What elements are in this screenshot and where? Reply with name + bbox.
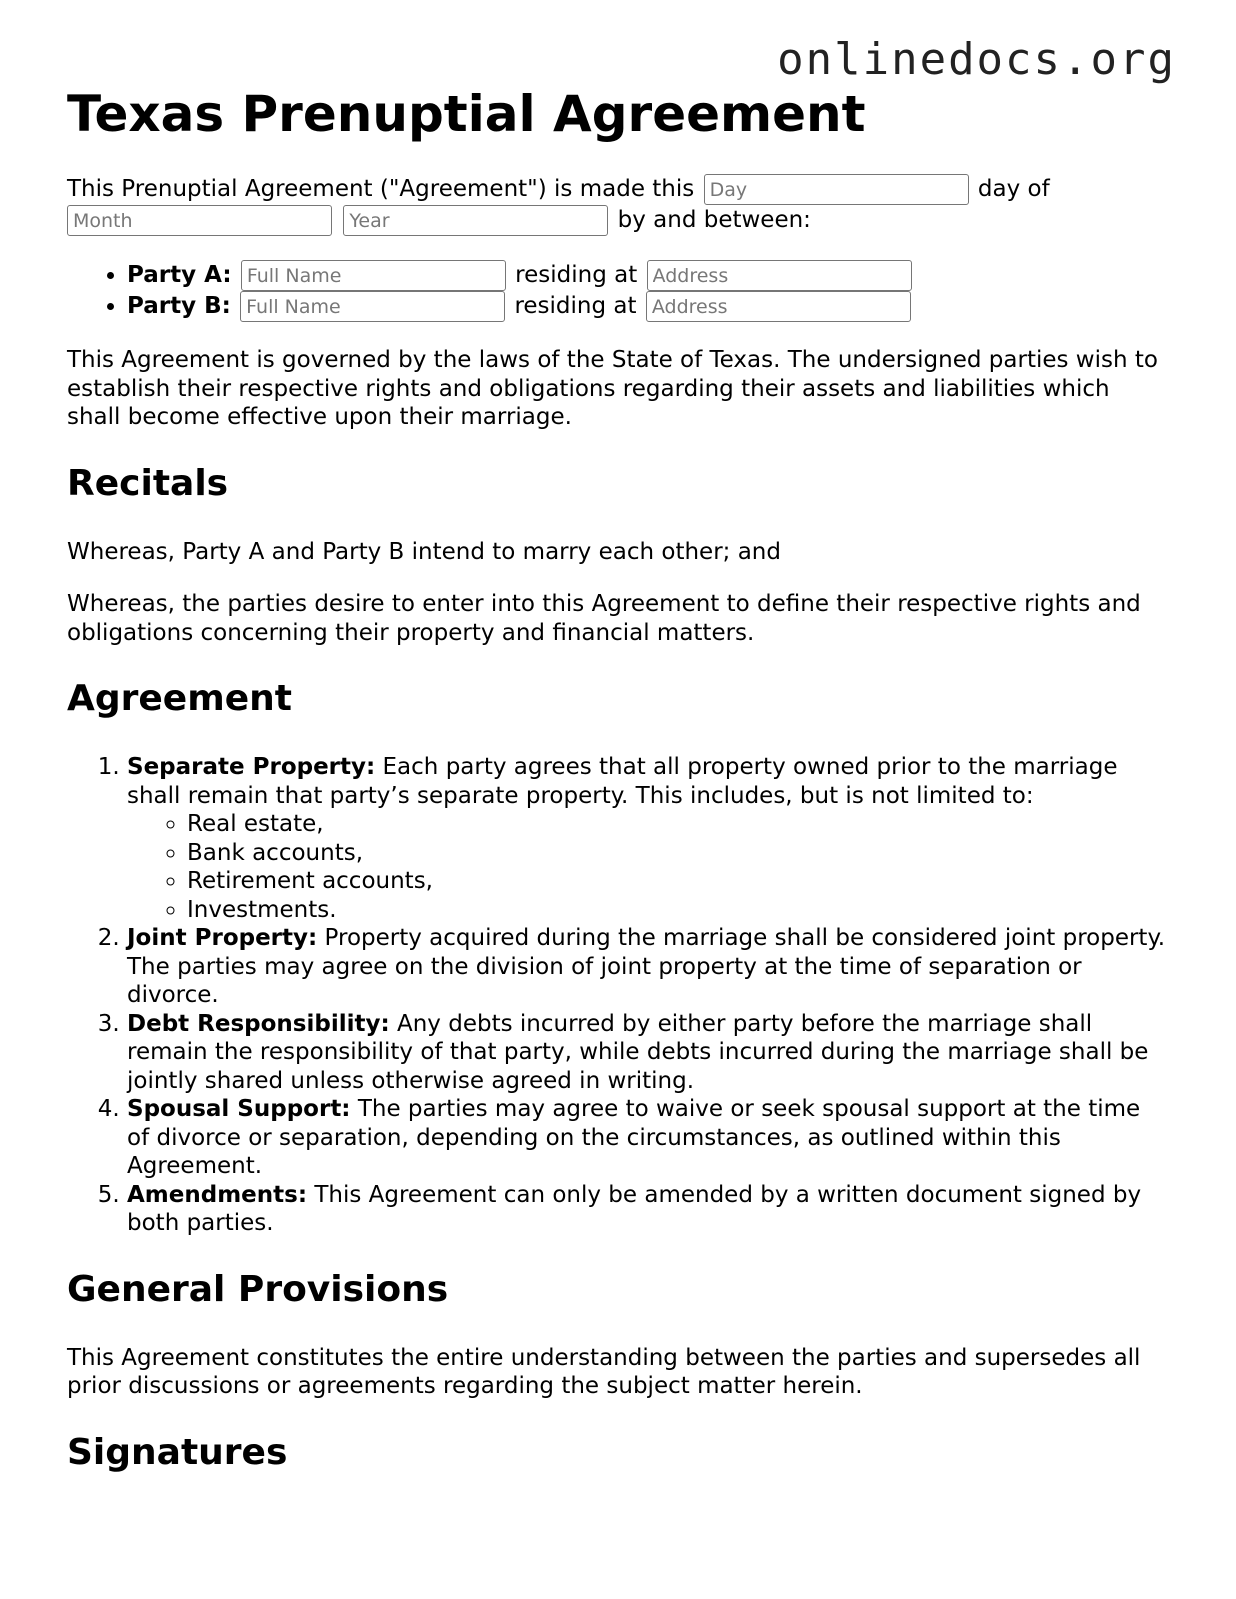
- document-body: [67, 174, 1167, 1475]
- agreement-item-debt-responsibility: [127, 1010, 1167, 1096]
- watermark: onlinedocs.org: [777, 34, 1176, 85]
- party-b-label: Party B:: [127, 293, 231, 319]
- agreement-item-title: Amendments:: [127, 1181, 308, 1208]
- month-input[interactable]: [67, 205, 332, 236]
- general-provisions-paragraph: This Agreement constitutes the entire understanding between the parties and supersedes all prior discussions or agreements regarding the subject matter herein.: [67, 1344, 1141, 1399]
- agreement-item-title: Spousal Support:: [127, 1096, 351, 1122]
- party-a-address-input[interactable]: [647, 260, 912, 291]
- intro-paragraph: [67, 174, 1167, 236]
- governing-law-paragraph: This Agreement is governed by the laws of the State of Texas. The undersigned parties wish to establish their respective rights and obligations regarding their assets and liabilities which shall become effective upon their marriage.: [67, 347, 1158, 430]
- agreement-item-spousal-support: [127, 1095, 1167, 1181]
- agreement-item-separate-property: [127, 753, 1167, 924]
- party-a-name-input[interactable]: [241, 260, 506, 291]
- recitals-heading: Recitals: [67, 462, 229, 504]
- agreement-item-text: This Agreement can only be amended by a written document signed by both parties.: [127, 1181, 1142, 1236]
- party-a-label: Party A:: [127, 262, 232, 288]
- recital-paragraph: Whereas, Party A and Party B intend to marry each other; and: [67, 538, 781, 565]
- page-title: Texas Prenuptial Agreement: [67, 85, 866, 143]
- party-b-address-input[interactable]: [646, 291, 911, 322]
- agreement-item-text: The parties may agree to waive or seek spousal support at the time of divorce or separation, depending on the circumstances, as outlined within this Agreement.: [127, 1096, 1141, 1179]
- intro-text-start: This Prenuptial Agreement ("Agreement") is made this: [67, 176, 695, 202]
- agreement-item-title: Joint Property:: [127, 925, 318, 951]
- recital-paragraph: Whereas, the parties desire to enter into this Agreement to define their respective rights and obligations concerning their property and financial matters.: [67, 591, 1141, 646]
- party-a-residing-text: residing at: [515, 262, 638, 288]
- list-item: ◦ Investments.: [187, 896, 1167, 925]
- agreement-item-text: Each party agrees that all property owned prior to the marriage shall remain that party’s separate property. This includes, but is not limited to:: [127, 754, 1118, 809]
- party-a-item: [127, 260, 1167, 291]
- agreement-item-text: Property acquired during the marriage shall be considered joint property. The parties may agree on the division of joint property at the time of separation or divorce.: [127, 925, 1166, 1008]
- agreement-item-text: Any debts incurred by either party before the marriage shall remain the responsibility of that party, while debts incurred during the marriage shall be jointly shared unless otherwise agreed in writing.: [127, 1010, 1149, 1094]
- list-item: ◦ Retirement accounts,: [187, 867, 1167, 896]
- party-b-item: [127, 291, 1167, 322]
- list-item: ◦ Real estate,: [187, 810, 1167, 839]
- party-b-name-input[interactable]: [240, 291, 505, 322]
- agreement-heading: Agreement: [67, 678, 292, 719]
- agreement-list: [67, 753, 1167, 1238]
- list-item: ◦ Bank accounts,: [187, 839, 1167, 868]
- agreement-item-joint-property: [127, 924, 1167, 1010]
- parties-list: [67, 260, 1167, 322]
- intro-text-end: by and between:: [617, 207, 811, 233]
- signatures-heading: Signatures: [67, 1431, 288, 1473]
- agreement-item-amendments: [127, 1181, 1167, 1238]
- day-input[interactable]: [704, 174, 969, 205]
- general-provisions-heading: General Provisions: [67, 1268, 449, 1310]
- year-input[interactable]: [343, 205, 608, 236]
- agreement-item-title: Separate Property:: [127, 754, 376, 780]
- separate-property-sublist: [127, 810, 1167, 924]
- agreement-item-title: Debt Responsibility:: [127, 1010, 390, 1037]
- intro-text-day-of: day of: [977, 176, 1050, 202]
- party-b-residing-text: residing at: [514, 293, 637, 319]
